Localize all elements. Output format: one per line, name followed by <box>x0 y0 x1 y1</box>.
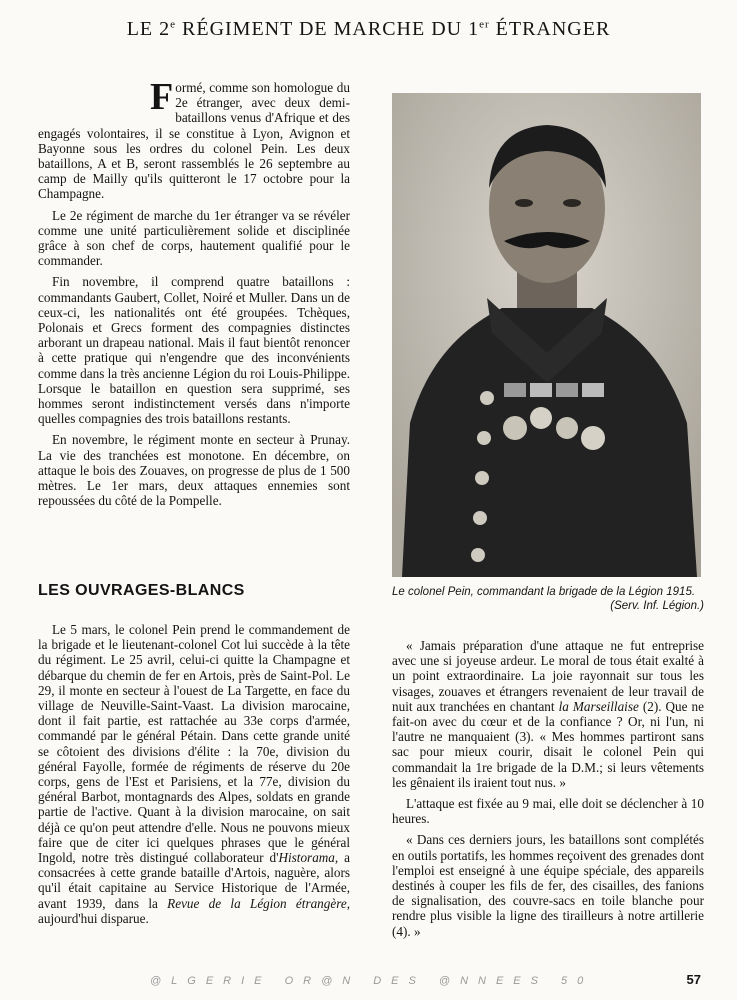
right-paragraph-2: L'attaque est fixée au 9 mai, elle doit se déclencher à 10 heures. <box>392 796 704 827</box>
title-text-2: RÉGIMENT DE MARCHE DU 1 <box>176 18 480 40</box>
caption-credit: (Serv. Inf. Légion.) <box>610 600 704 612</box>
magazine-title: Historama <box>278 850 335 866</box>
section-paragraph-1-text: Le 5 mars, le colonel Pein prend le commandement de la brigade et le lieutenant-colonel Cot lui succède à la tête du régiment. Le 25 avril, celui-ci quitte la Champagne et débarque du chemin de fer en Artois, près de Saint-Pol. Le 29, il monte en secteur à l'ouest de La Targette, en face du village de Neuville-Saint-Vaast. La division marocaine, dont il fait partie, est rattachée au 33e corps d'armée, commandé par le général Pétain. Dans cette grande unité se côtoient des divisions d'élite : la 70e, division du général Fayolle, formée de régiments de réserve du 20e corps, gens de l'Est et Parisiens, et la 77e, division du général Barbot, montagnards des Alpes, soldats en grande partie de l'active. Quant à la division marocaine, on sait déjà ce qu'on peut attendre d'elle. Nous ne pouvons mieux faire que de citer ici quelques phrases que le général Ingold, notre très distingué collaborateur d' <box>38 622 350 866</box>
quote-paragraph-1 <box>392 638 704 790</box>
title-text-3: ÉTRANGER <box>489 18 611 40</box>
intro-paragraph-2: Le 2e régiment de marche du 1er étranger va se révéler comme une unité particulièrement solide et disciplinée grâce à son chef de corps, hautement qualifié pour le commander. <box>38 207 350 269</box>
portrait-illustration <box>392 93 701 577</box>
right-column <box>392 638 704 945</box>
revue-title: Revue de la Légion étrangère <box>167 895 347 911</box>
page-number: 57 <box>686 972 701 987</box>
section-paragraph-1 <box>38 622 350 926</box>
intro-paragraph-4: En novembre, le régiment monte en secteur à Prunay. La vie des tranchées est monotone. En décembre, on attaque le bois des Zouaves, on progresse de plus de 1 500 mètres. Le 1er mars, deux attaques ennemies sont repoussées du côté de la Pompelle. <box>38 432 350 509</box>
drop-cap: F <box>150 76 174 118</box>
title-sup-1: e <box>170 18 177 31</box>
portrait-photo <box>392 93 701 577</box>
intro-paragraph-1-text: ormé, comme son homologue du 2e étranger, avec deux demi-bataillons venus d'Afrique et des engagés volontaires, il se constitue à Lyon, Avignon et Bayonne sous les ordres du colonel Pein. Les deux bataillons, A et B, seront rassemblés le 26 septembre au camp de Mailly qu'ils quitteront le 17 octobre pour la Champagne. <box>38 80 350 202</box>
section-paragraph-1-text-c: , aujourd'hui disparue. <box>38 895 351 926</box>
intro-paragraph-3: Fin novembre, il comprend quatre bataillons : commandants Gaubert, Collet, Noiré et Muller. Dans un de ceux-ci, les nationalités ont été groupées. Tchèques, Polonais et Grecs forment des compagnies distinctes arborant un drapeau national. Mais il faut bientôt renoncer à cette pratique qui n'engendre que des inconvénients comme dans la très ancienne Légion du roi Louis-Philippe. Lorsque le bataillon en question sera supprimé, ses hommes seront indistinctement versés dans n'importe quelles compagnies des trois bataillons restants. <box>38 274 350 427</box>
caption-text: Le colonel Pein, commandant la brigade de la Légion 1915. <box>392 586 696 598</box>
intro-paragraph-1 <box>38 76 350 202</box>
section-heading: LES OUVRAGES-BLANCS <box>38 582 245 599</box>
section-paragraph-1-text-b: , a consacrées à cette grande bataille d'Artois, naguère, alors qu'il était capitaine au Service Historique de l'Armée, avant 1939, dans la <box>38 850 351 911</box>
footer-credit: @LGERIE OR@N DES @NNEES 50 <box>150 975 594 987</box>
quote-paragraph-1-text-b: (2). Que ne fait-on avec du cœur et de la confiance ? Or, ni l'un, ni l'autre ne manquaient (3). « Mes hommes partiront sans sac pour mieux courir, disait le colonel Pein qui commandait la 1re brigade de la D.M.; si leurs vêtements les gênaient ils iraient tout nus. » <box>392 698 704 790</box>
title-text-1: LE 2 <box>126 18 171 40</box>
title-sup-2: er <box>479 18 490 31</box>
quote-paragraph-3: « Dans ces derniers jours, les bataillons sont complétés en outils portatifs, les hommes reçoivent des grenades dont l'emploi est enseigné à une équipe spéciale, des appareils destinés à couper les fils de fer, des cisailles, des fanions de signalisation, des couvre-sacs en toile blanche pour rendre plus visible la ligne des tirailleurs à notre artillerie (4). » <box>392 832 704 939</box>
intro-column <box>38 76 350 514</box>
song-title: la Marseillaise <box>558 698 639 714</box>
page-title <box>0 18 737 41</box>
quote-paragraph-1-text: « Jamais préparation d'une attaque ne fut entreprise avec une si joyeuse ardeur. Le moral de tous était exalté à un point extraordinaire. La joie rayonnait sur tous les visages, zouaves et étrangers revenaient de leur travail de nuit aux tranchées en chantant <box>392 638 704 714</box>
photo-caption <box>392 585 704 613</box>
section-column <box>38 622 350 932</box>
